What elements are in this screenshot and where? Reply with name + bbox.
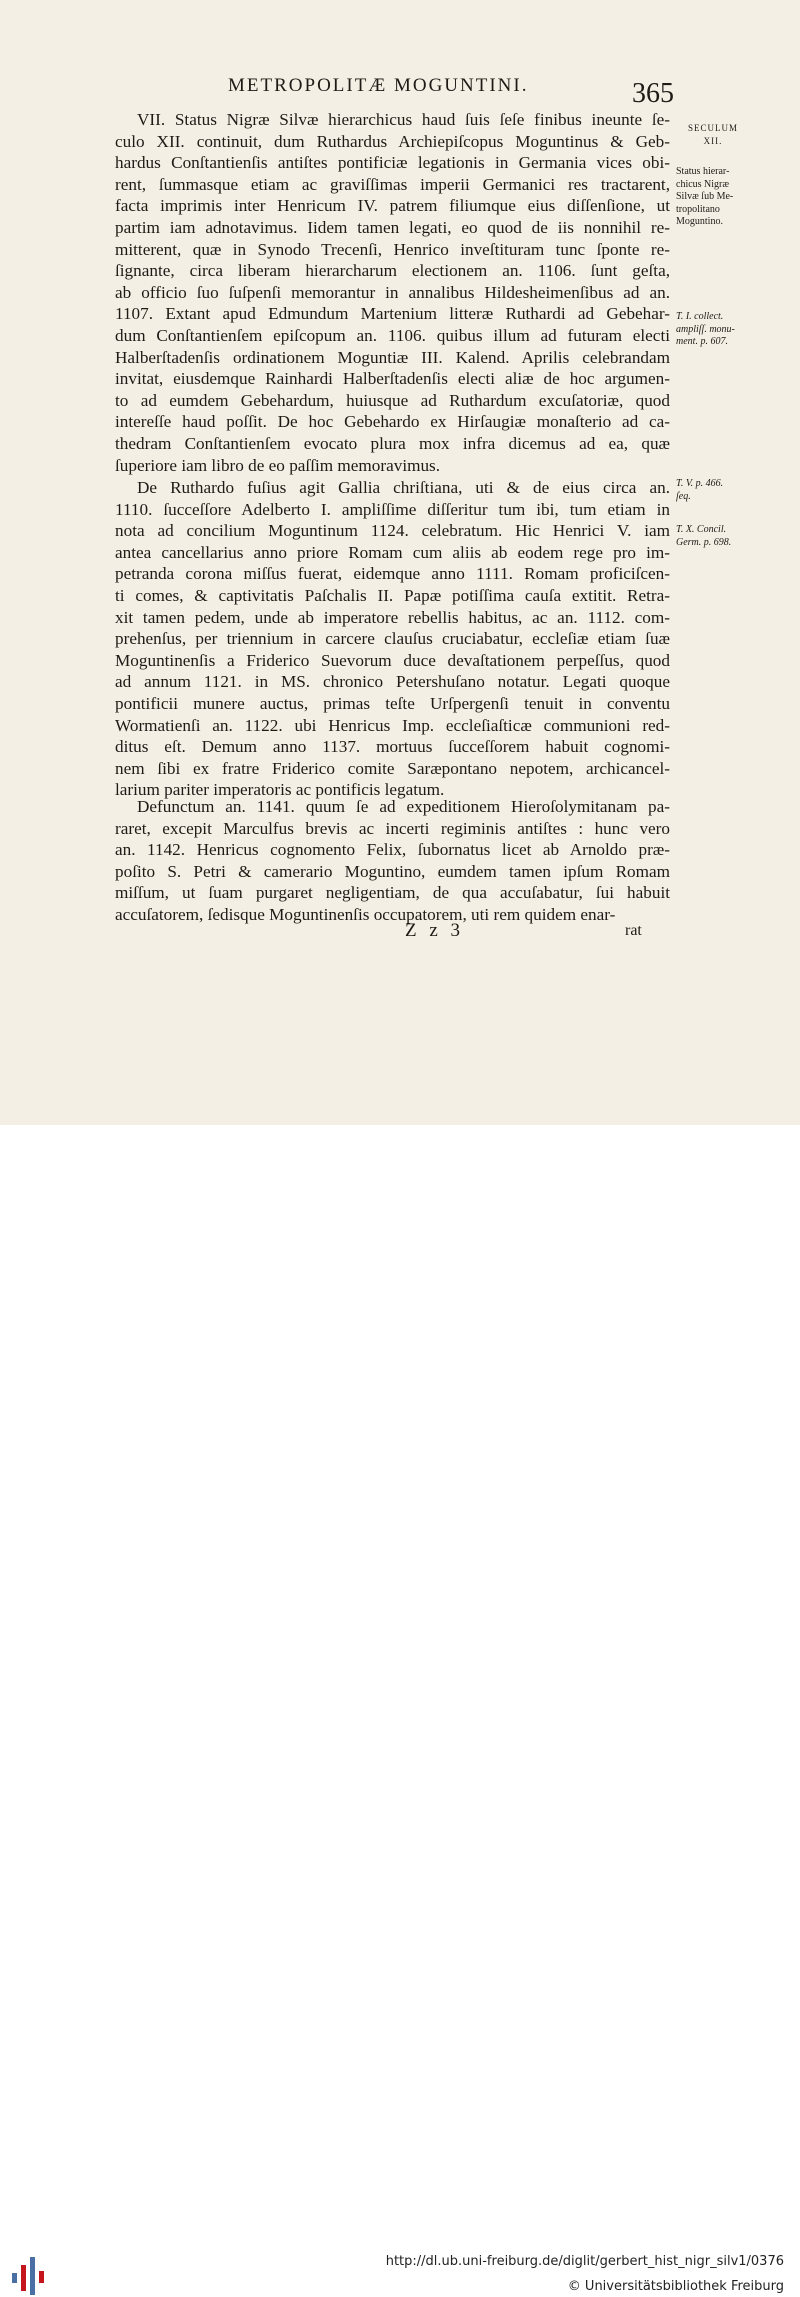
margin-line: Silvæ ſub Me-	[676, 191, 734, 202]
text-line: 1110. ſucceſſore Adelberto I. ampliſſime diſſeritur tum ibi, tum etiam in	[115, 499, 670, 519]
margin-line: T. I. collect.	[676, 311, 724, 322]
viewer-footer	[0, 1125, 800, 2294]
text-line: Defunctum an. 1141. quum ſe ad expeditionem Hieroſolymitanam pa-	[137, 797, 670, 816]
text-line: raret, excepit Marculfus brevis ac incerti regiminis antiſtes : hunc vero	[115, 818, 670, 838]
paragraph-3	[115, 796, 670, 926]
margin-line: SECULUM	[687, 123, 738, 133]
text-line: dum Conſtantienſem epiſcopum an. 1106. quibus illum ad futuram electi	[115, 325, 670, 345]
text-line: miſſum, ut ſuam purgaret negligentiam, de qua accuſabatur, ſui habuit	[115, 883, 670, 903]
catchword: rat	[625, 922, 642, 939]
signature-mark: Z z 3	[405, 920, 465, 941]
margin-line: ment. p. 607.	[676, 336, 728, 347]
margin-line: T. X. Concil.	[676, 524, 727, 535]
text-line: De Ruthardo fuſius agit Gallia chriſtiana, uti & de eius circa an.	[137, 478, 670, 497]
margin-line: Germ. p. 698.	[676, 536, 732, 548]
text-line: larium pariter imperatoris ac pontificis legatum.	[115, 780, 445, 800]
text-line: hardus Conſtantienſis antiſtes pontificiæ legationis in Germania vices obi-	[115, 153, 670, 173]
text-line: culo XII. continuit, dum Ruthardus Archiepiſcopus Moguntinus & Geb-	[115, 131, 670, 151]
text-line: petranda corona miſſus fuerat, eidemque anno 1111. Romam proficiſcen-	[115, 564, 670, 584]
paragraph-1	[115, 109, 670, 476]
text-line: ad annum 1121. in MS. chronico Petershuſano notatur. Legati quoque	[115, 672, 670, 692]
text-line: Wormatienſi an. 1122. ubi Henricus Imp. eccleſiaſticæ communioni red-	[115, 715, 670, 735]
text-line: Moguntinenſis a Friderico Suevorum duce devaſtationem perpeſſus, quod	[115, 650, 670, 670]
text-line: partim iam adnotavimus. Iidem tamen legati, eo quod de iis nonnihil re-	[115, 217, 670, 237]
margin-line: ampliſſ. monu-	[676, 323, 735, 335]
text-line: ſignante, circa liberam hierarcharum electionem an. 1106. ſunt geſta,	[115, 261, 670, 281]
text-line: nota ad concilium Moguntinum 1124. celebratum. Hic Henrici V. iam	[115, 521, 670, 541]
margin-status-note	[676, 166, 750, 229]
text-line: ti comes, & captivitatis Paſchalis II. Papæ potiſſima cauſa extitit. Retra-	[115, 585, 670, 605]
text-line: Halberſtadenſis ordinationem Moguntiæ III. Kalend. Aprilis celebrandam	[115, 347, 670, 367]
margin-line: T. V. p. 466.	[676, 478, 724, 489]
text-line: xit tamen pedem, unde ab imperatore rebellis habitus, ac an. 1112. com-	[115, 607, 670, 627]
text-line: intereſſe haud poſſit. De hoc Gebehardo ex Hirſaugiæ monaſterio ad ca-	[115, 412, 670, 432]
text-line: nem ſibi ex fratre Friderico comite Saræpontano nepotem, archicancel-	[115, 758, 670, 778]
text-line: antea cancellarius anno priore Romam cum aliis ab eodem rege pro im-	[115, 542, 670, 562]
text-line: ſuperiore iam libro de eo paſſim memoravimus.	[115, 455, 441, 475]
margin-line: tropolitano	[676, 203, 720, 215]
text-line: rent, ſummasque etiam ac graviſſimas imperii Germanici res tractarent,	[115, 174, 670, 194]
text-line: invitat, eiusdemque Rainhardi Halberſtadenſis electi aliæ de hoc argumen-	[115, 369, 670, 389]
text-line: an. 1142. Henricus cognomento Felix, ſubornatus licet ab Arnoldo præ-	[115, 840, 670, 860]
text-line: ab officio ſuo ſuſpenſi memorantur in annalibus Hildesheimenſibus ad an.	[115, 282, 670, 302]
text-line: VII. Status Nigræ Silvæ hierarchicus haud ſuis ſeſe finibus ineunte ſe-	[137, 110, 670, 129]
source-url-link[interactable]: http://dl.ub.uni-freiburg.de/diglit/gerbert_hist_nigr_silv1/0376	[385, 2254, 784, 2269]
margin-reference	[676, 311, 750, 349]
text-line: facta imprimis inter Henricum IV. patrem filiumque eius diſſenſione, ut	[115, 196, 670, 216]
book-page	[0, 0, 800, 1125]
margin-seculum	[676, 122, 750, 147]
copyright-notice: © Universitätsbibliothek Freiburg	[567, 2279, 784, 2294]
margin-line: ſeq.	[676, 490, 691, 502]
text-line: mitterent, quæ in Synodo Trecenſi, Henrico inveſtituram tunc ſponte re-	[115, 239, 670, 259]
margin-line: chicus Nigræ	[676, 178, 730, 190]
text-line: prehenſus, per triennium in carcere clauſus cruciabatur, eccleſiæ etiam ſuæ	[115, 629, 670, 649]
margin-line: XII.	[703, 135, 723, 146]
library-logo-icon	[10, 2255, 46, 2297]
text-line: accuſatorem, ſedisque Moguntinenſis occupatorem, uti rem quidem enar-	[115, 904, 616, 924]
margin-line: Moguntino.	[676, 216, 723, 227]
text-line: 1107. Extant apud Edmundum Martenium litteræ Ruthardi ad Gebehar-	[115, 304, 670, 324]
running-head: METROPOLITÆ MOGUNTINI.	[228, 75, 529, 96]
text-line: poſito S. Petri & camerario Moguntino, eumdem tamen ipſum Romam	[115, 861, 670, 881]
margin-line: Status hierar-	[676, 166, 730, 177]
page-number: 365	[632, 78, 674, 109]
text-line: to ad eumdem Gebehardum, huiusque ad Ruthardum excuſatoriæ, quod	[115, 390, 670, 410]
text-line: thedram Conſtantienſem evocato plura mox infra dicemus ad ea, quæ	[115, 433, 670, 453]
paragraph-2	[115, 477, 670, 801]
text-line: ditus eſt. Demum anno 1137. mortuus ſucceſſorem habuit cognomi-	[115, 737, 670, 757]
text-line: pontificii munere auctus, primas teſte Urſpergenſi tenuit in conventu	[115, 693, 670, 713]
margin-reference	[676, 524, 750, 549]
margin-reference	[676, 478, 750, 503]
